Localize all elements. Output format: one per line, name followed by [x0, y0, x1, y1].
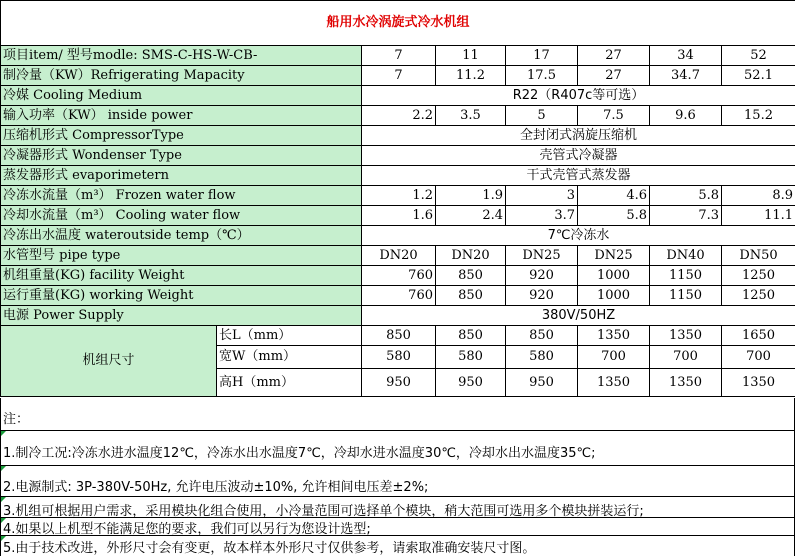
pipe-cell: DN20 [362, 246, 436, 266]
cooling-flow-label: 冷却水流量（m³） Cooling water flow [1, 206, 362, 226]
unit-weight-cell: 760 [362, 266, 436, 286]
note-item: 4.如果以上机型不能满足您的要求，我们可以另行为您设计选型; [3, 522, 371, 537]
pipe-cell: DN25 [578, 246, 650, 266]
capacity-cell: 52.1 [722, 66, 795, 86]
outlet-temp-row [1, 226, 795, 246]
pipe-cell: DN20 [436, 246, 506, 266]
dimension-cell: 1350 [578, 326, 650, 346]
run-weight-row [1, 286, 795, 306]
power-supply-label: 电源 Power Supply [1, 306, 362, 326]
condenser-value: 壳管式冷凝器 [362, 146, 795, 166]
run-weight-cell: 760 [362, 286, 436, 306]
unit-weight-cell: 1250 [722, 266, 795, 286]
unit-weight-row [1, 266, 795, 286]
capacity-label: 制冷量（KW）Refrigerating Mapacity [1, 66, 362, 86]
model-cell: 11 [436, 46, 506, 66]
condenser-row [1, 146, 795, 166]
frozen-flow-cell: 1.2 [362, 186, 436, 206]
compressor-row [1, 126, 795, 146]
pipe-cell: DN50 [722, 246, 795, 266]
dimensions-label: 机组尺寸 [1, 326, 217, 397]
dimension-cell: 700 [650, 346, 722, 369]
evaporator-value: 干式壳管式蒸发器 [362, 166, 795, 186]
condenser-label: 冷凝器形式 Wondenser Type [1, 146, 362, 166]
power-cell: 3.5 [436, 106, 506, 126]
pipe-cell: DN25 [506, 246, 578, 266]
run-weight-label: 运行重量(KG) working Weight [1, 286, 362, 306]
dimension-cell: 950 [436, 369, 506, 397]
dimension-row [1, 326, 795, 346]
unit-weight-cell: 1000 [578, 266, 650, 286]
compressor-value: 全封闭式涡旋压缩机 [362, 126, 795, 146]
cooling-flow-cell: 11.1 [722, 206, 795, 226]
dimension-cell: 850 [436, 326, 506, 346]
frozen-flow-cell: 8.9 [722, 186, 795, 206]
notes-section [0, 398, 795, 556]
sheet-title: 船用水冷涡旋式冷水机组 [1, 1, 795, 46]
run-weight-cell: 920 [506, 286, 578, 306]
pipe-label: 水管型号 pipe type [1, 246, 362, 266]
power-supply-value: 380V/50HZ [362, 306, 795, 326]
pipe-cell: DN40 [650, 246, 722, 266]
run-weight-cell: 1250 [722, 286, 795, 306]
capacity-row [1, 66, 795, 86]
dimension-cell: 1650 [722, 326, 795, 346]
capacity-cell: 27 [578, 66, 650, 86]
frozen-flow-cell: 5.8 [650, 186, 722, 206]
unit-weight-cell: 920 [506, 266, 578, 286]
run-weight-cell: 1000 [578, 286, 650, 306]
note-item: 3.机组可根据用户需求，采用模块化组合使用，小冷量范围可选择单个模块，稍大范围可选用多个模块拼装运行; [3, 504, 644, 519]
run-weight-cell: 1150 [650, 286, 722, 306]
pipe-row [1, 246, 795, 266]
dimension-cell: 850 [506, 326, 578, 346]
frozen-flow-row [1, 186, 795, 206]
dimension-cell: 850 [362, 326, 436, 346]
unit-weight-cell: 850 [436, 266, 506, 286]
medium-row [1, 86, 795, 106]
capacity-cell: 17.5 [506, 66, 578, 86]
frozen-flow-cell: 4.6 [578, 186, 650, 206]
dimension-height-label: 高H（mm） [217, 369, 362, 397]
dimension-cell: 1350 [578, 369, 650, 397]
model-cell: 34 [650, 46, 722, 66]
note-item: 5.由于技术改进，外形尺寸会有变更，故本样本外形尺寸仅供参考，请索取准确安装尺寸图。 [3, 541, 536, 556]
divider [1, 430, 794, 431]
cooling-flow-cell: 5.8 [578, 206, 650, 226]
capacity-cell: 7 [362, 66, 436, 86]
note-item: 1.制冷工况:冷冻水进水温度12℃，冷冻水出水温度7℃，冷却水进水温度30℃，冷却水出水温度35℃; [3, 446, 596, 461]
power-cell: 9.6 [650, 106, 722, 126]
divider [1, 496, 794, 497]
unit-weight-label: 机组重量(KG) facility Weight [1, 266, 362, 286]
dimension-cell: 580 [506, 346, 578, 369]
dimension-cell: 700 [578, 346, 650, 369]
outlet-temp-value: 7℃冷冻水 [362, 226, 795, 246]
run-weight-cell: 850 [436, 286, 506, 306]
dimension-width-label: 宽W（mm） [217, 346, 362, 369]
unit-weight-cell: 1150 [650, 266, 722, 286]
capacity-cell: 11.2 [436, 66, 506, 86]
divider [1, 535, 794, 536]
frozen-flow-cell: 1.9 [436, 186, 506, 206]
divider [1, 465, 794, 466]
power-row [1, 106, 795, 126]
power-cell: 15.2 [722, 106, 795, 126]
dimension-cell: 1350 [650, 326, 722, 346]
evaporator-row [1, 166, 795, 186]
evaporator-label: 蒸发器形式 evaporimetern [1, 166, 362, 186]
medium-value: R22（R407c等可选） [362, 86, 795, 106]
capacity-cell: 34.7 [650, 66, 722, 86]
outlet-temp-label: 冷冻出水温度 wateroutside temp（℃） [1, 226, 362, 246]
notes-heading: 注： [3, 412, 30, 427]
dimension-cell: 1350 [650, 369, 722, 397]
power-label: 输入功率（KW） inside power [1, 106, 362, 126]
dimension-cell: 700 [722, 346, 795, 369]
cooling-flow-row [1, 206, 795, 226]
cooling-flow-cell: 2.4 [436, 206, 506, 226]
dimension-length-label: 长L（mm） [217, 326, 362, 346]
model-label: 项目item/ 型号modle: SMS-C-HS-W-CB- [1, 46, 362, 66]
model-row [1, 46, 795, 66]
marker [1, 431, 6, 436]
dimension-cell: 580 [436, 346, 506, 369]
dimension-cell: 950 [506, 369, 578, 397]
model-cell: 7 [362, 46, 436, 66]
model-cell: 17 [506, 46, 578, 66]
marker [1, 466, 6, 471]
frozen-flow-label: 冷冻水流量（m³） Frozen water flow [1, 186, 362, 206]
cooling-flow-cell: 3.7 [506, 206, 578, 226]
power-cell: 5 [506, 106, 578, 126]
note-item: 2.电源制式: 3P-380V-50Hz, 允许电压波动±10%, 允许相间电压差±2%; [3, 480, 429, 495]
medium-label: 冷媒 Cooling Medium [1, 86, 362, 106]
dimension-cell: 1350 [722, 369, 795, 397]
frozen-flow-cell: 3 [506, 186, 578, 206]
compressor-label: 压缩机形式 CompressorType [1, 126, 362, 146]
cooling-flow-cell: 1.6 [362, 206, 436, 226]
power-cell: 7.5 [578, 106, 650, 126]
power-supply-row [1, 306, 795, 326]
model-cell: 52 [722, 46, 795, 66]
cooling-flow-cell: 7.3 [650, 206, 722, 226]
dimension-cell: 950 [362, 369, 436, 397]
model-cell: 27 [578, 46, 650, 66]
power-cell: 2.2 [362, 106, 436, 126]
dimension-cell: 580 [362, 346, 436, 369]
